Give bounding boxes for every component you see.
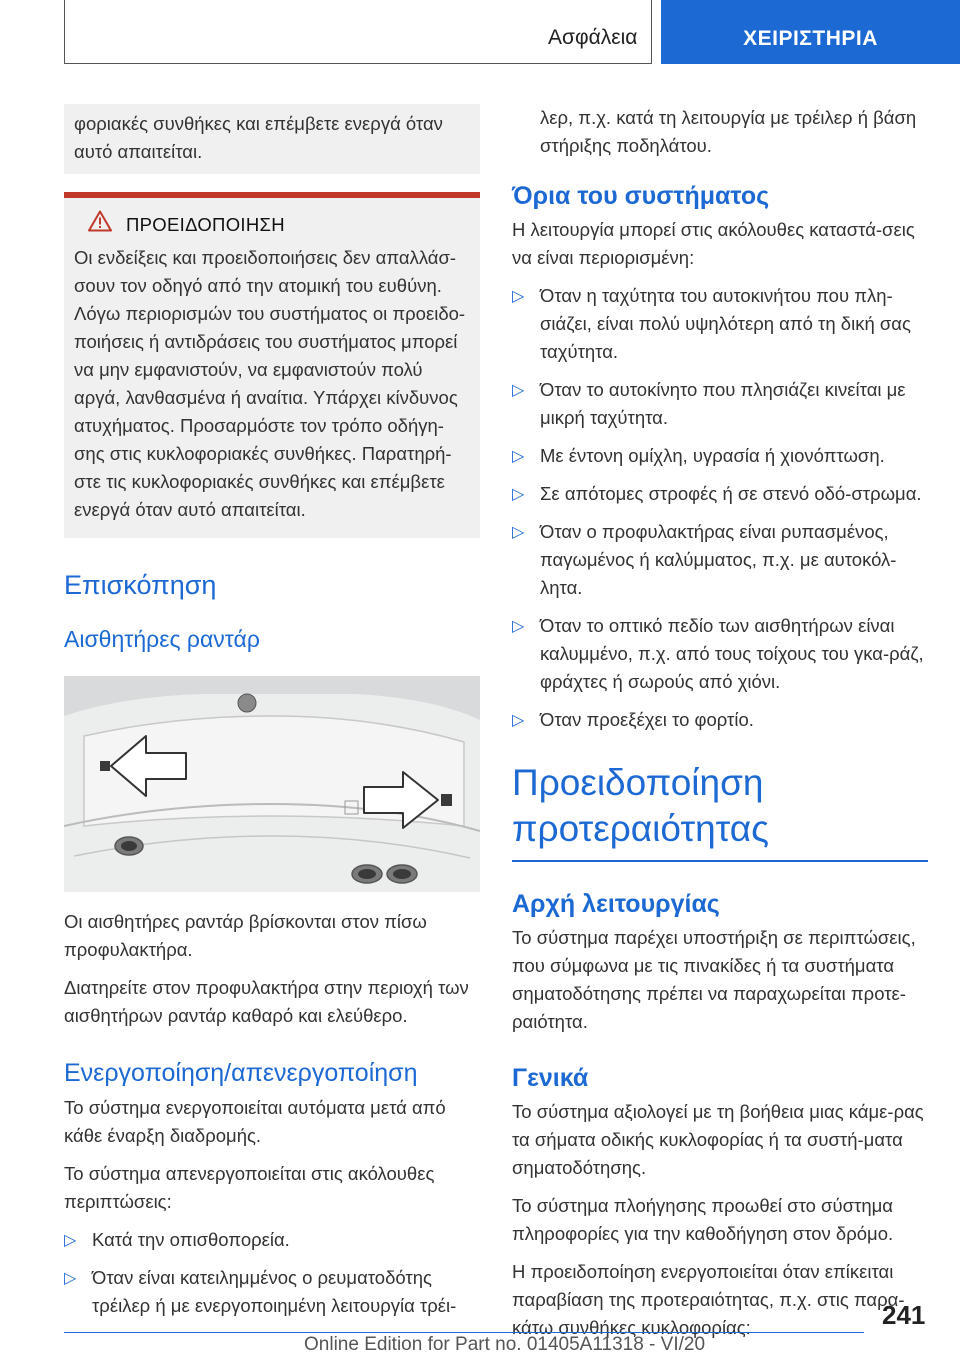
warning-title: ΠΡΟΕΙΔΟΠΟΙΗΣΗ	[126, 214, 285, 235]
general-heading: Γενικά	[512, 1064, 589, 1092]
list-item: ▷ Όταν ο προφυλακτήρας είναι ρυπασμένος, παγωμένος ή καλύμματος, π.χ. με αυτοκόλ-λητα.	[512, 518, 928, 602]
list-item: ▷ Όταν το αυτοκίνητο που πλησιάζει κινείται με μικρή ταχύτητα.	[512, 376, 928, 432]
principle-heading: Αρχή λειτουργίας	[512, 890, 720, 918]
general-paragraph-1: Το σύστημα αξιολογεί με τη βοήθεια μιας κάμε-ρας τα σήματα οδικής κυκλοφορίας ή τα συστή-ματα σηματοδότησης.	[512, 1101, 924, 1178]
principle-paragraph: Το σύστημα παρέχει υποστήριξη σε περιπτώσεις, που σύμφωνα με τις πινακίδες ή τα συστήματα σηματοδότησης πρέπει να παραχωρείται προτε-ραιότητα.	[512, 927, 916, 1032]
page-number: 241	[882, 1300, 926, 1330]
overview-heading: Επισκόπηση	[64, 570, 217, 600]
activation-paragraph-1: Το σύστημα ενεργοποιείται αυτόματα μετά από κάθε έναρξη διαδρομής.	[64, 1097, 446, 1146]
warning-text: Οι ενδείξεις και προειδοποιήσεις δεν απαλλάσ-σουν τον οδηγό από την ατομική του ευθύνη. Λόγω περιορισμών του συστήματος οι προειδο-ποιήσεις ή αντιδράσεις του συστήματος μπορεί να μην εμφανιστούν, να εμφανιστούν πολύ αργά, λανθασμένα ή αναίτια. Υπάρχει κίνδυνος ατυχήματος. Προσαρμόστε τον τρόπο οδήγη-σης στις κυκλοφοριακές συνθήκες. Παρατηρή-στε τις κυκλοφοριακές συνθήκες και επέμβετε ενεργά όταν αυτό απαιτείται.	[74, 247, 466, 520]
header-section-title: Ασφάλεια	[548, 26, 638, 49]
left-column	[64, 104, 480, 1320]
note-continuation: φοριακές συνθήκες και επέμβετε ενεργά όταν αυτό απαιτείται.	[64, 104, 480, 174]
system-limits-heading: Όρια του συστήματος	[512, 182, 770, 210]
radar-sensors-paragraph-1: Οι αισθητήρες ραντάρ βρίσκονται στον πίσω προφυλακτήρα.	[64, 911, 427, 960]
footer-edition-text: Online Edition for Part no. 01405A11318 - VI/20	[304, 1334, 706, 1355]
radar-sensors-heading: Αισθητήρες ραντάρ	[64, 626, 260, 652]
header-chapter-tab: ΧΕΙΡΙΣΤΗΡΙΑ	[661, 0, 960, 64]
list-item: ▷ Όταν είναι κατειλημμένος ο ρευματοδότης τρέιλερ ή με ενεργοποιημένη λειτουργία τρέι-	[64, 1264, 480, 1320]
list-item-continuation: λερ, π.χ. κατά τη λειτουργία με τρέιλερ ή βάση στήριξης ποδηλάτου.	[540, 107, 917, 156]
list-item: ▷ Όταν προεξέχει το φορτίο.	[512, 706, 928, 734]
footer-rule	[64, 1332, 864, 1333]
right-column	[512, 104, 928, 1342]
warning-triangle-icon	[88, 210, 112, 240]
list-item: ▷ Όταν η ταχύτητα του αυτοκινήτου που πλη-σιάζει, είναι πολύ υψηλότερη από τη δική σας ταχύτητα.	[512, 282, 928, 366]
system-limits-intro: Η λειτουργία μπορεί στις ακόλουθες καταστά-σεις να είναι περιορισμένη:	[512, 219, 915, 268]
activation-heading: Ενεργοποίηση/απενεργοποίηση	[64, 1059, 418, 1087]
list-item: ▷ Σε απότομες στροφές ή σε στενό οδό-στρωμα.	[512, 480, 928, 508]
warning-box	[64, 192, 480, 538]
general-paragraph-2: Το σύστημα πλοήγησης προωθεί στο σύστημα πληροφορίες για την καθοδήγηση στον δρόμο.	[512, 1195, 894, 1244]
warning-header	[88, 210, 470, 240]
radar-sensor-location-image	[64, 676, 480, 892]
list-item: ▷ Όταν το οπτικό πεδίο των αισθητήρων είναι καλυμμένο, π.χ. από τους τοίχους του γκα-ράζ, φράχτες ή σωρούς από χιόνι.	[512, 612, 928, 696]
activation-paragraph-2: Το σύστημα απενεργοποιείται στις ακόλουθες περιπτώσεις:	[64, 1163, 435, 1212]
list-item: ▷ Με έντονη ομίχλη, υγρασία ή χιονόπτωση.	[512, 442, 928, 470]
activation-list	[64, 1226, 480, 1320]
page-header	[64, 0, 960, 64]
general-paragraph-3: Η προειδοποίηση ενεργοποιείται όταν επίκειται παραβίαση της προτεραιότητας, π.χ. στις παρα-κάτω συνθήκες κυκλοφορίας:	[512, 1261, 905, 1338]
system-limits-list	[512, 282, 928, 734]
radar-sensors-paragraph-2: Διατηρείτε στον προφυλακτήρα στην περιοχή των αισθητήρων ραντάρ καθαρό και ελεύθερο.	[64, 977, 469, 1026]
priority-warning-heading: Προειδοποίηση προτεραιότητας	[512, 760, 928, 862]
list-item: ▷ Κατά την οπισθοπορεία.	[64, 1226, 480, 1254]
